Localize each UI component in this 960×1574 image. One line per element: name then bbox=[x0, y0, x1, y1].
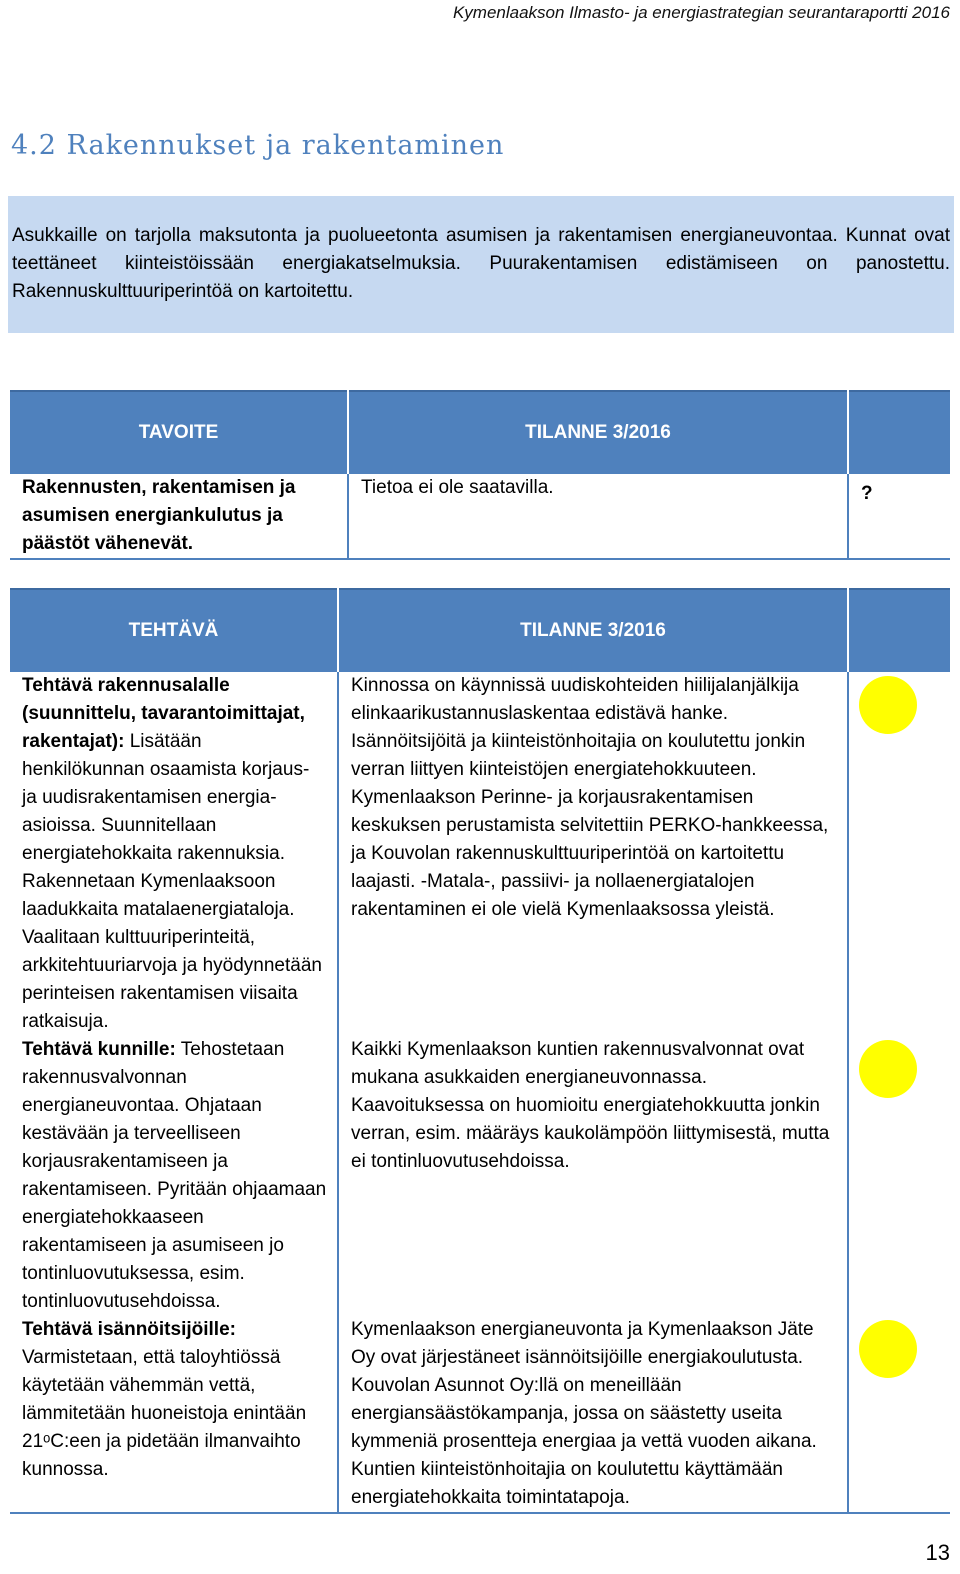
task-col-header: TEHTÄVÄ bbox=[10, 589, 338, 672]
task-label: Tehtävä rakennusalalle (suunnittelu, tavarantoimittajat, rakentajat): bbox=[22, 675, 305, 752]
task-text: Varmistetaan, että taloyhtiössä käytetään vähemmän vettä, lämmitetään huoneistoja enintään 21ᵒC:een ja pidetään ilmanvaihto kunnossa. bbox=[22, 1347, 307, 1480]
task-cell bbox=[10, 1316, 338, 1513]
running-header: Kymenlaakson Ilmasto- ja energiastrategian seurantaraportti 2016 bbox=[452, 3, 950, 22]
task-cell bbox=[10, 1036, 338, 1316]
task-text: Lisätään henkilökunnan osaamista korjaus- ja uudisrakentamisen energia-asioissa. Suunnitellaan energiatehokkaita rakennuksia. Rakennetaan Kymenlaaksoon laadukkaita matalaenergiataloja. Vaalitaan kulttuuriperinteitä, arkkitehtuuriarvoja ja hyödynnetään perinteisen rakentamisen viisaita ratkaisuja. bbox=[22, 731, 322, 1032]
goal-status: Tietoa ei ole saatavilla. bbox=[348, 474, 848, 559]
task-cell bbox=[10, 672, 338, 1036]
table-row bbox=[10, 1316, 950, 1513]
task-label: Tehtävä isännöitsijöille: bbox=[22, 1319, 236, 1340]
goal-table bbox=[10, 390, 950, 560]
summary-box: Asukkaille on tarjolla maksutonta ja puolueetonta asumisen ja rakentamisen energianeuvontaa. Kunnat ovat teettäneet kiinteistöissään energiakatselmuksia. Puurakentamisen edistämiseen on panostettu. Rakennuskulttuuriperintöä on kartoitettu. bbox=[8, 196, 954, 333]
task-table bbox=[10, 588, 950, 1514]
status-col-header: TILANNE 3/2016 bbox=[348, 391, 848, 474]
status-col-header: TILANNE 3/2016 bbox=[338, 589, 848, 672]
indicator-col-header bbox=[848, 589, 950, 672]
status-unknown-indicator: ? bbox=[861, 483, 873, 504]
task-text: Tehostetaan rakennusvalvonnan energianeuvontaa. Ohjataan kestävään ja terveelliseen korjausrakentamiseen ja rakentamiseen. Pyritään ohjaamaan energiatehokkaaseen rakentamiseen ja asumiseen jo tontinluovutuksessa, esim. tontinluovutusehdoissa. bbox=[22, 1039, 327, 1312]
table-row bbox=[10, 672, 950, 1036]
task-status: Kinnossa on käynnissä uudiskohteiden hiilijalanjälkija elinkaarikustannuslaskentaa edistävä hanke. Isännöitsijöitä ja kiinteistönhoitajia on koulutettu jonkin verran liittyen kiinteistöjen energiatehokkuuteen. Kymenlaakson Perinne- ja korjausrakentamisen keskuksen perustamista selvitettiin PERKO-hankkeessa, ja Kouvolan rakennuskulttuuriperintöä on kartoitettu laajasti. -Matala-, passiivi- ja nollaenergiatalojen rakentaminen ei ole vielä Kymenlaaksossa yleistä. bbox=[338, 672, 848, 1036]
task-label: Tehtävä kunnille: bbox=[22, 1039, 176, 1060]
task-status: Kaikki Kymenlaakson kuntien rakennusvalvonnat ovat mukana asukkaiden energianeuvonnassa. Kaavoituksessa on huomioitu energiatehokkuutta jonkin verran, esim. määräys kaukolämpöön liittymisestä, mutta ei tontinluovutusehdoissa. bbox=[338, 1036, 848, 1316]
indicator-col-header bbox=[848, 391, 950, 474]
table-row bbox=[10, 1036, 950, 1316]
task-status: Kymenlaakson energianeuvonta ja Kymenlaakson Jäte Oy ovat järjestäneet isännöitsijöille energiakoulutusta. Kouvolan Asunnot Oy:llä on meneillään energiansäästökampanja, jossa on säästetty useita kymmeniä prosentteja energiaa ja vettä vuoden aikana. Kuntien kiinteistönhoitajia on koulutettu käyttämään energiatehokkaita toimintatapoja. bbox=[338, 1316, 848, 1513]
section-title: 4.2 Rakennukset ja rakentaminen bbox=[11, 130, 505, 161]
page-number: 13 bbox=[925, 1540, 950, 1565]
goal-col-header: TAVOITE bbox=[10, 391, 348, 474]
yellow-status-indicator bbox=[859, 1040, 917, 1098]
yellow-status-indicator bbox=[859, 1320, 917, 1378]
yellow-status-indicator bbox=[859, 676, 917, 734]
goal-text: Rakennusten, rakentamisen ja asumisen energiankulutus ja päästöt vähenevät. bbox=[10, 474, 348, 559]
